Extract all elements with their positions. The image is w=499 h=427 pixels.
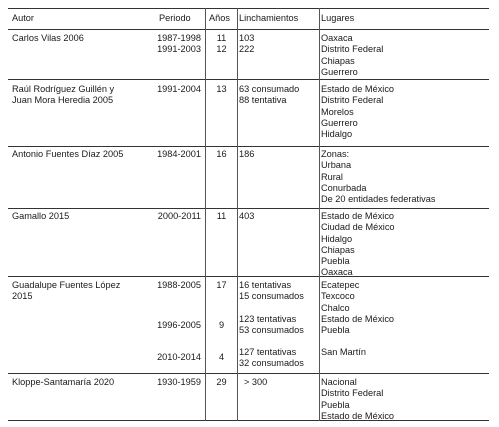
cell-linchamientos: 127 tentativas 32 consumados	[239, 347, 304, 369]
table-bottom-rule	[8, 420, 489, 421]
cell-autor: Raúl Rodríguez Guillén y Juan Mora Heredia 2005	[12, 84, 115, 106]
cell-periodo: 1984-2001	[157, 149, 201, 159]
cell-linchamientos: 186	[239, 149, 255, 159]
header-lugares: Lugares	[321, 13, 355, 23]
cell-anos: 13	[216, 84, 227, 94]
cell-periodo: 1991-2004	[157, 84, 201, 94]
cell-anos: 9	[218, 320, 225, 330]
header-linchamientos: Linchamientos	[239, 13, 299, 23]
table-top-rule	[8, 8, 489, 9]
cell-lugares: Estado de México Distrito Federal Morelos Guerrero Hidalgo	[321, 84, 395, 140]
cell-autor: Antonio Fuentes Díaz 2005	[12, 149, 124, 159]
cell-anos: 29	[216, 377, 227, 387]
row-rule	[8, 208, 489, 209]
row-rule	[8, 146, 489, 147]
cell-lugares: Ecatepec Texcoco Chalco Estado de México Puebla	[321, 280, 395, 336]
data-table	[8, 8, 489, 421]
cell-linchamientos: 16 tentativas 15 consumados	[239, 280, 304, 302]
cell-autor: Gamallo 2015	[12, 211, 70, 221]
cell-anos: 11 12	[216, 33, 227, 55]
cell-periodo: 1988-2005	[157, 280, 201, 290]
column-rule	[237, 8, 238, 421]
cell-anos: 11	[216, 211, 227, 221]
column-rule	[319, 8, 320, 421]
header-rule	[8, 29, 489, 30]
cell-lugares: Oaxaca Distrito Federal Chiapas Guerrero	[321, 33, 384, 77]
cell-lugares: San Martín	[321, 347, 366, 357]
cell-periodo: 1987-1998 1991-2003	[157, 33, 201, 55]
cell-autor: Kloppe-Santamaría 2020	[12, 377, 115, 387]
cell-lugares: Estado de México Ciudad de México Hidalgo Chiapas Puebla Oaxaca	[321, 211, 395, 278]
cell-autor: Guadalupe Fuentes López 2015	[12, 280, 121, 302]
cell-anos: 17	[216, 280, 227, 290]
cell-linchamientos: 403	[239, 211, 255, 221]
cell-periodo: 2000-2011	[157, 211, 201, 221]
header-periodo: Periodo	[159, 13, 191, 23]
cell-periodo: 2010-2014	[157, 352, 201, 362]
row-rule	[8, 79, 489, 80]
cell-linchamientos: 103 222	[239, 33, 255, 55]
cell-linchamientos: 63 consumado 88 tentativa	[239, 84, 300, 106]
cell-linchamientos: > 300	[244, 377, 268, 387]
cell-lugares: Nacional Distrito Federal Puebla Estado de México	[321, 377, 395, 421]
cell-anos: 4	[218, 352, 225, 362]
header-autor: Autor	[12, 13, 34, 23]
row-rule	[8, 276, 489, 277]
cell-lugares: Zonas: Urbana Rural Conurbada De 20 entidades federativas	[321, 149, 436, 205]
cell-linchamientos: 123 tentativas 53 consumados	[239, 314, 304, 336]
cell-periodo: 1996-2005	[157, 320, 201, 330]
header-anos: Años	[209, 13, 230, 23]
row-rule	[8, 373, 489, 374]
cell-periodo: 1930-1959	[157, 377, 201, 387]
cell-autor: Carlos Vilas 2006	[12, 33, 84, 43]
cell-anos: 16	[216, 149, 227, 159]
